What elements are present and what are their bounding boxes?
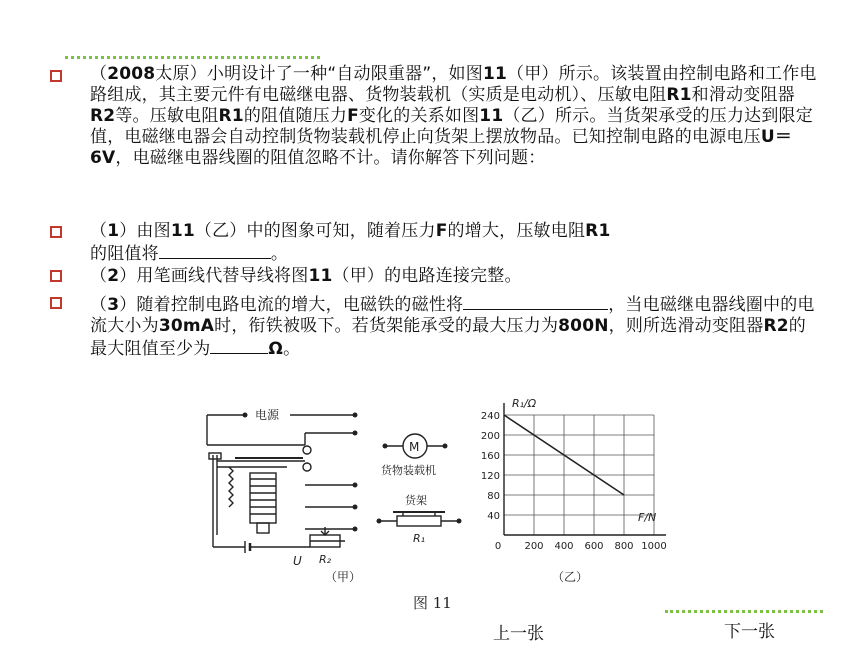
- bullet-square-icon: [50, 226, 62, 238]
- figure-yi-label: （乙）: [552, 570, 589, 584]
- question-2: （2）用笔画线代替导线将图11（甲）的电路连接完整。: [90, 266, 522, 286]
- top-dotted-divider: [65, 56, 320, 59]
- bullet-square-icon: [50, 270, 62, 282]
- problem-intro: （2008太原）小明设计了一种“自动限重器”，如图11（甲）所示。该装置由控制电路和工作电路组成，其主要元件有电磁继电器、货物装载机（实质是电动机）、压敏电阻R1和滑动变阻器R2等。压敏电阻R1的阻值随压力F变化的关系如图11（乙）所示。当货架承受的压力达到限定值，电磁继电器会自动控制货物装载机停止向货架上摆放物品。已知控制电路的电源电压U＝6V，电磁继电器线圈的阻值忽略不计。请你解答下列问题：: [90, 64, 817, 168]
- bullet-square-icon: [50, 70, 62, 82]
- answer-blank-3[interactable]: [210, 337, 268, 354]
- power-label: 电源: [255, 408, 280, 422]
- shelf-label: 货架: [405, 494, 427, 507]
- chart-y-tick-label: 240: [480, 411, 500, 422]
- circuit-diagram: [195, 395, 375, 585]
- chart-x-tick-label: 1000: [641, 541, 667, 552]
- chart-x-tick-label: 200: [524, 541, 544, 552]
- motor-shelf-diagram: [375, 430, 475, 555]
- figure-caption: 图 11: [413, 594, 452, 612]
- next-slide-link[interactable]: 下一张: [724, 622, 775, 642]
- figure-jia-label: （甲）: [325, 570, 362, 584]
- chart-y-tick-label: 80: [487, 491, 500, 502]
- r1-label: R₁: [413, 532, 426, 545]
- question-1: （1）由图11（乙）中的图象可知，随着压力F的增大，压敏电阻R1 的阻值将 。: [90, 221, 611, 264]
- chart-y-tick-label: 160: [480, 451, 500, 462]
- r1-vs-force-chart: [470, 395, 670, 585]
- bottom-dotted-divider: [665, 610, 823, 613]
- answer-blank-1[interactable]: [159, 242, 271, 259]
- chart-x-tick-label: 800: [614, 541, 634, 552]
- chart-grid: [504, 415, 657, 535]
- chart-y-tick-label: 200: [480, 431, 500, 442]
- answer-blank-2[interactable]: [463, 293, 608, 310]
- bullet-square-icon: [50, 297, 62, 309]
- r2-label: R₂: [319, 553, 332, 566]
- chart-x-tick-label: 400: [554, 541, 574, 552]
- voltage-u-label: U: [293, 554, 302, 568]
- chart-y-axis-label: R₁/Ω: [512, 397, 537, 410]
- chart-x-axis-label: F/N: [638, 511, 657, 524]
- motor-icon: M: [409, 440, 420, 454]
- chart-x-tick-label: 600: [584, 541, 604, 552]
- chart-x-tick-label: 0: [494, 541, 502, 552]
- chart-y-tick-label: 120: [480, 471, 500, 482]
- loader-label: 货物装载机: [381, 464, 436, 477]
- question-3: （3）随着控制电路电流的增大，电磁铁的磁性将 ，当电磁继电器线圈中的电流大小为30mA时，衔铁被吸下。若货架能承受的最大压力为800N，则所选滑动变阻器R2的最大阻值至少为 Ω。: [90, 295, 815, 359]
- chart-y-tick-label: 40: [487, 511, 500, 522]
- prev-slide-link[interactable]: 上一张: [493, 624, 544, 644]
